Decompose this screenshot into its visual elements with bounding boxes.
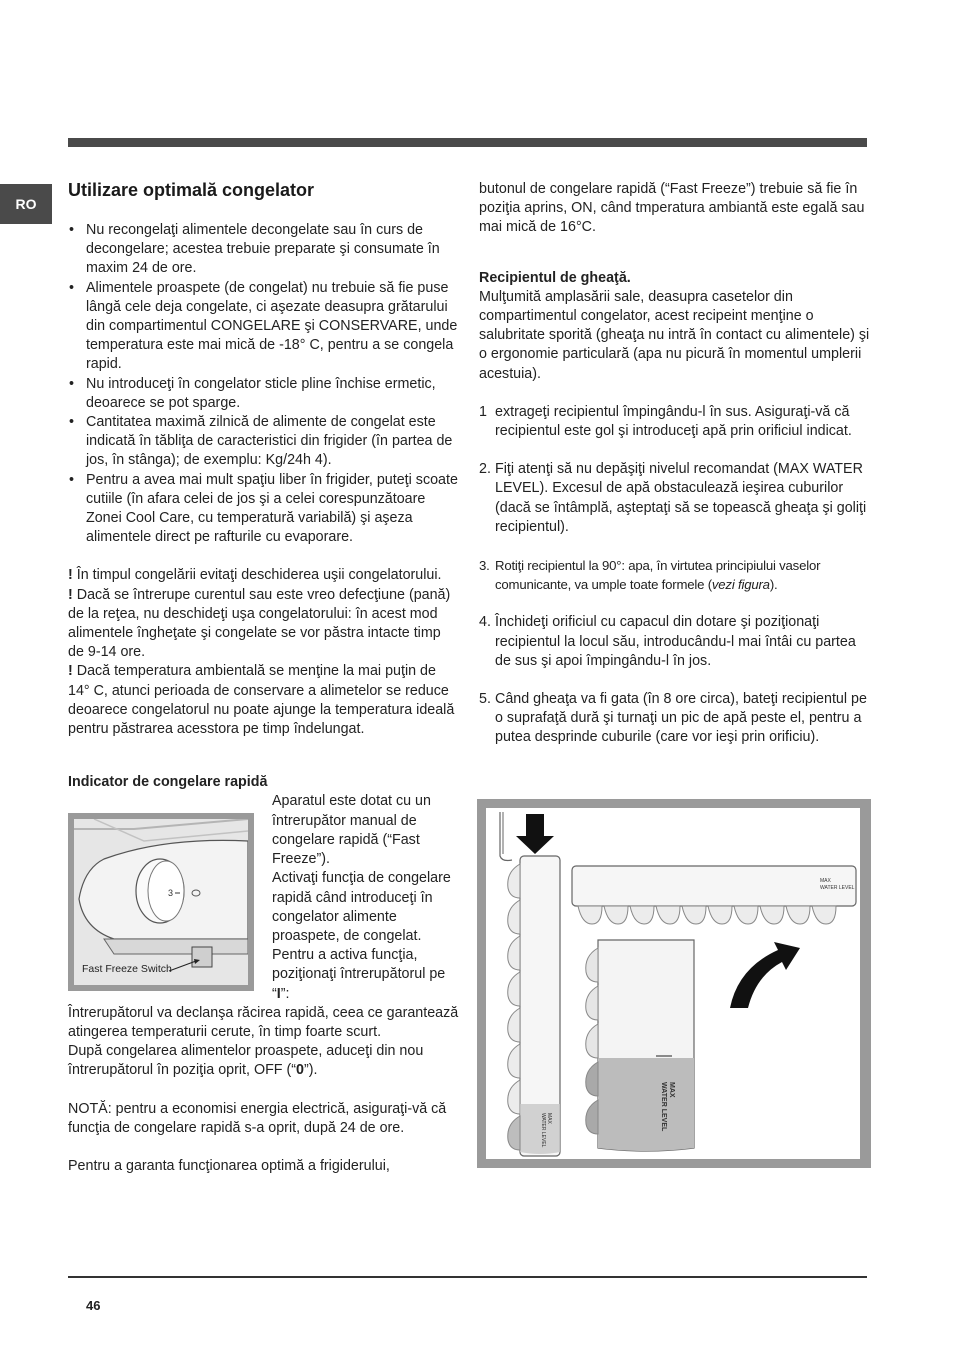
list-item: • Cantitatea maximă zilnică de alimente de congelat este indicată în tăbliţa de caracteristici din frigider (în partea de jos, în stânga); de exemplu: Kg/24h 4). bbox=[68, 413, 460, 471]
top-rule bbox=[68, 138, 867, 147]
ice-tray-figure bbox=[477, 799, 871, 1168]
page-number: 46 bbox=[86, 1298, 101, 1313]
body-text: Activaţi funcţia de congelare rapidă când introduceţi în congelator alimente proaspete, de congelat. bbox=[272, 870, 451, 944]
bottom-rule bbox=[68, 1276, 867, 1278]
fast-freeze-figure bbox=[68, 813, 254, 991]
list-item: • Nu recongelaţi alimentele decongelate sau în curs de decongelare; acestea trebuie preparate şi consumate în maxim 24 de ore. bbox=[68, 221, 460, 279]
warning-mark: ! bbox=[68, 663, 73, 680]
list-item: 1 extrageţi recipientul împingându-l în sus. Asiguraţi-vă că recipientul este gol şi introduceţi apă prin orificiul indicat. bbox=[479, 403, 852, 440]
body-text: Întrerupătorul va declanşa răcirea rapidă, ceea ce garantează atingerea temperaturii cerute, în timp foarte scurt. bbox=[68, 1004, 459, 1040]
freezer-tips-list bbox=[68, 221, 460, 547]
body-text: Pentru a activa funcţia, poziţionaţi întrerupătorul pe “I”: bbox=[272, 947, 446, 1002]
ice-tray-illustration bbox=[486, 808, 860, 1159]
ice-tray-heading: Recipientul de gheaţă. bbox=[479, 269, 631, 286]
warning-paragraph: ! Dacă temperatura ambientală se menţine la mai puţin de 14° C, atunci perioada de conservare a alimetelor se reduce deoarece congelatorul nu poate ajunge la temperatura ideală pentru păstrarea acesstora pe timp îndelungat. bbox=[68, 663, 455, 738]
list-item: 5. Când gheaţa va fi gata (în 8 ore circa), bateţi recipientul pe o suprafaţă dură şi turnaţi un pic de apă peste el, pentru a putea desprinde cuburile (care vor ieşi prin orificiu). bbox=[479, 691, 867, 746]
water-level-label: WATER LEVEL bbox=[660, 1082, 667, 1132]
body-text: După congelarea alimentelor proaspete, aduceţi din nou întrerupătorul în poziţia oprit, OFF (“0”). bbox=[68, 1043, 424, 1079]
right-column bbox=[479, 180, 874, 748]
figure-caption: Fast Freeze Switch bbox=[82, 963, 172, 976]
max-label: MAX bbox=[820, 878, 831, 884]
body-text: Pentru a garanta funcţionarea optimă a frigiderului, bbox=[68, 1157, 390, 1174]
ice-tray-steps bbox=[479, 403, 874, 748]
dial-mark: 3 bbox=[168, 888, 174, 899]
fast-freeze-block bbox=[68, 792, 460, 1176]
list-item: 4. Închideţi orificiul cu capacul din dotare şi poziţionaţi recipientul la locul său, introducându-l mai întâi cu partea de sus şi apoi împingându-l în jos. bbox=[479, 614, 856, 669]
note-text: NOTĂ: pentru a economisi energia electrică, asiguraţi-vă că funcţia de congelare rapidă s-a oprit, după 24 de ore. bbox=[68, 1100, 447, 1136]
freezer-dial-illustration bbox=[74, 819, 248, 985]
list-item: 3. Rotiţi recipientul la 90°: apa, în virtutea principiului vaselor comunicante, va umple toate formele (vezi figura). bbox=[479, 558, 821, 593]
water-level-label: WATER LEVEL bbox=[820, 885, 855, 891]
body-text: Mulţumită amplasării sale, deasupra casetelor din compartimentul congelator, acest recipeint menţine o salubritate sporită (gheaţa nu intră în contact cu alimentele) şi o ergonomie particulară (apa nu picură în momentul umplerii acestuia). bbox=[479, 288, 870, 382]
list-item: • Alimentele proaspete (de congelat) nu trebuie să fie puse lângă cele deja congelate, ci aşezate deasupra grătarului din compartimentul CONGELARE şi CONSERVARE, unde temperatura este mai mică de -18° C, pentru a se congela rapid. bbox=[68, 279, 460, 375]
body-text: Aparatul este dotat cu un întrerupător manual de congelare rapidă (“Fast Freeze”). bbox=[272, 793, 431, 868]
max-label: MAX bbox=[668, 1082, 675, 1098]
max-label: MAX bbox=[546, 1113, 552, 1124]
list-item: 2. Fiţi atenţi să nu depăşiţi nivelul recomandat (MAX WATER LEVEL). Excesul de apă obstaculează ieşirea cuburilor (dacă se întâmplă, aşteptaţi să se topească gheaţa şi goliţi recipientul). bbox=[479, 461, 867, 535]
warning-mark: ! bbox=[68, 567, 73, 584]
rotate-arrow-icon bbox=[730, 942, 800, 1008]
warning-paragraph: ! Dacă se întrerupe curentul sau este vreo defecţiune (pană) de la reţea, nu deschideţi uşa congelatorului: în acest mod alimentele îngheţate şi congelate se vor păstra intacte timp de 9-14 ore. bbox=[68, 586, 451, 661]
list-item: • Nu introduceţi în congelator sticle pline închise ermetic, deoarece se pot sparge. bbox=[68, 375, 460, 413]
left-column bbox=[68, 178, 460, 1176]
section-title: Utilizare optimală congelator bbox=[68, 180, 315, 200]
list-item: • Pentru a avea mai mult spaţiu liber în frigider, puteţi scoate cutiile (în afara celei de jos şi a celei corespunzătoare Zonei Cool Care, cu temperatură variabilă) şi aşeza alimentele direct pe rafturile cu evaporare. bbox=[68, 471, 460, 548]
language-tab: RO bbox=[0, 184, 52, 224]
body-text: butonul de congelare rapidă (“Fast Freeze”) trebuie să fie în poziţia aprins, ON, când tmperatura ambiantă este egală sau mai mică de 16°C. bbox=[479, 181, 865, 236]
warning-paragraph: ! În timpul congelării evitaţi deschiderea uşii congelatorului. bbox=[68, 567, 442, 584]
fast-freeze-heading: Indicator de congelare rapidă bbox=[68, 774, 268, 791]
water-level-label: WATER LEVEL bbox=[540, 1113, 546, 1148]
down-arrow-icon bbox=[516, 814, 554, 854]
warning-mark: ! bbox=[68, 586, 73, 603]
